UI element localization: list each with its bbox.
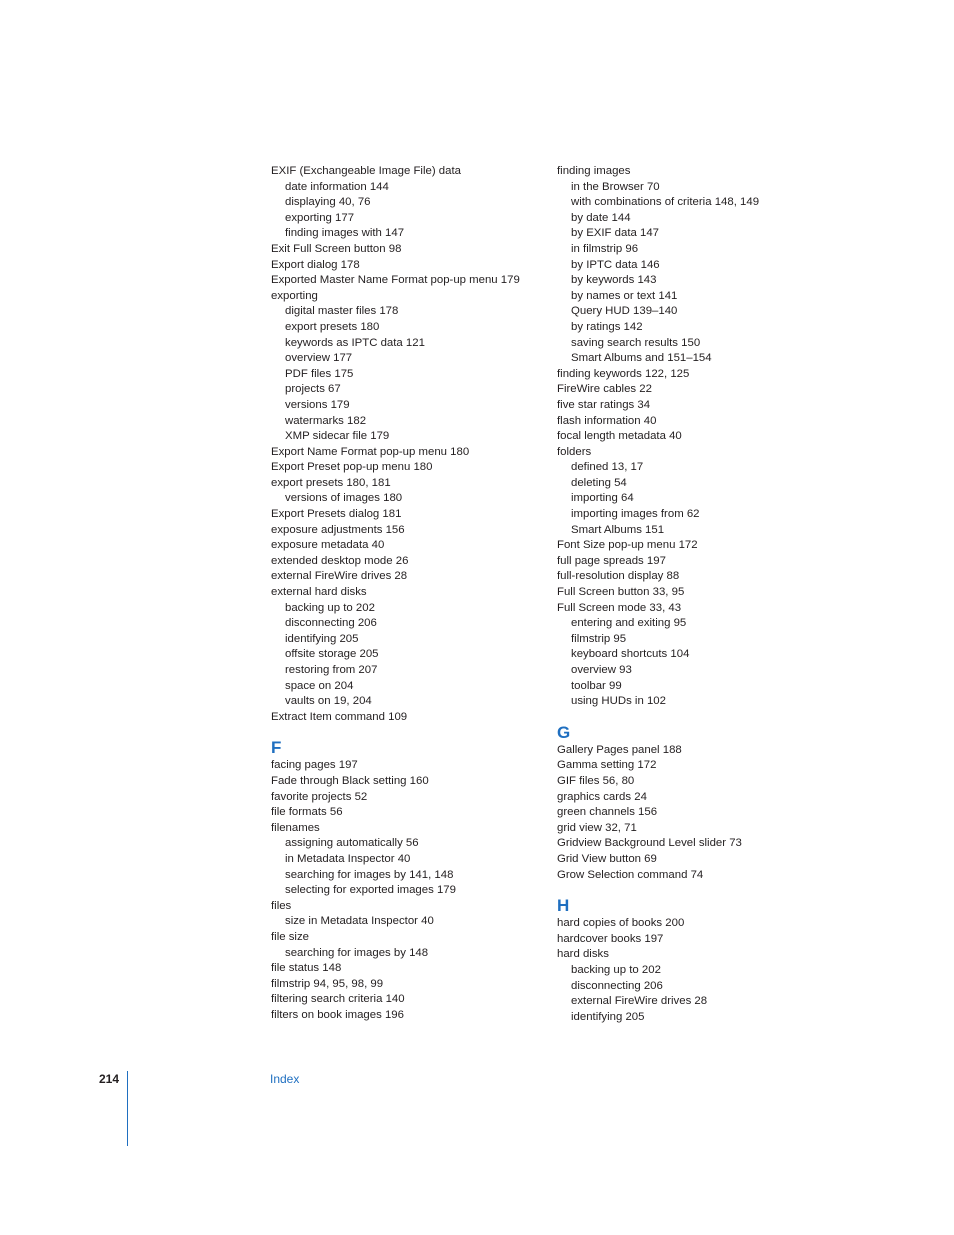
index-subentry: export presets 180 [285, 320, 380, 333]
index-subentry: disconnecting 206 [571, 979, 663, 992]
index-entry: finding images [557, 165, 631, 177]
index-entry: Full Screen mode 33, 43 [557, 601, 682, 614]
index-entry: Export Presets dialog 181 [271, 508, 402, 521]
index-subentry: disconnecting 206 [285, 617, 377, 630]
index-subentry: watermarks 182 [285, 414, 367, 427]
index-entry: hardcover books 197 [557, 932, 664, 945]
index-subentry: backing up to 202 [571, 963, 661, 976]
index-entry: exposure metadata 40 [271, 539, 385, 552]
index-entry: Exit Full Screen button 98 [271, 242, 402, 255]
index-entry: favorite projects 52 [271, 790, 368, 803]
index-entry: focal length metadata 40 [557, 430, 682, 443]
index-entry: Extract Item command 109 [271, 710, 408, 723]
index-entry: Gamma setting 172 [557, 759, 657, 772]
index-entry: grid view 32, 71 [557, 821, 637, 834]
index-entry: Full Screen button 33, 95 [557, 586, 685, 599]
index-subentry: size in Metadata Inspector 40 [285, 915, 434, 928]
index-entry: file status 148 [271, 962, 342, 975]
page-number: 214 [99, 1072, 120, 1086]
index-subentry: versions of images 180 [285, 492, 403, 505]
index-subentry: selecting for exported images 179 [285, 884, 456, 897]
index-entry: Export dialog 178 [271, 258, 360, 271]
index-entry: facing pages 197 [271, 759, 358, 772]
index-entry: filters on book images 196 [271, 1008, 404, 1021]
index-subentry: restoring from 207 [285, 664, 378, 676]
index-subentry: XMP sidecar file 179 [285, 430, 390, 443]
index-entry: exposure adjustments 156 [271, 523, 405, 536]
index-entry: Export Preset pop-up menu 180 [271, 461, 433, 474]
index-entry: flash information 40 [557, 414, 657, 427]
index-entry: full-resolution display 88 [557, 570, 680, 583]
index-subentry: displaying 40, 76 [285, 196, 371, 209]
index-subentry: with combinations of criteria 148, 149 [571, 196, 760, 209]
index-entry: external hard disks [271, 586, 367, 599]
index-subentry: by EXIF data 147 [571, 227, 660, 240]
index-column-left [271, 164, 543, 1023]
index-subentry: by date 144 [571, 211, 631, 224]
index-subentry: searching for images by 141, 148 [285, 868, 454, 881]
section-title: Index [270, 1072, 300, 1086]
index-entry: Font Size pop-up menu 172 [557, 539, 698, 552]
index-entry: green channels 156 [557, 806, 658, 819]
index-subentry: keyboard shortcuts 104 [571, 648, 690, 661]
index-subentry: vaults on 19, 204 [285, 695, 372, 708]
index-entry: Exported Master Name Format pop-up menu 179 [271, 274, 520, 287]
index-subentry: importing 64 [571, 492, 634, 505]
index-subentry: external FireWire drives 28 [571, 995, 708, 1008]
index-entry: Grid View button 69 [557, 852, 657, 865]
index-subentry: exporting 177 [285, 211, 355, 224]
index-subentry: toolbar 99 [571, 679, 622, 692]
index-subentry: offsite storage 205 [285, 648, 379, 661]
index-subentry: by IPTC data 146 [571, 258, 660, 271]
index-subentry: in filmstrip 96 [571, 242, 639, 255]
index-letter-heading: H [557, 896, 570, 916]
index-entry: export presets 180, 181 [271, 476, 391, 489]
index-subentry: identifying 205 [285, 632, 359, 645]
index-entry: file formats 56 [271, 806, 343, 819]
index-entry: filmstrip 94, 95, 98, 99 [271, 977, 384, 990]
index-entry: exporting [271, 289, 318, 302]
index-subentry: backing up to 202 [285, 601, 375, 614]
index-letter-heading: F [271, 738, 282, 758]
index-subentry: assigning automatically 56 [285, 837, 419, 850]
index-subentry: finding images with 147 [285, 227, 405, 240]
index-entry: filenames [271, 821, 320, 834]
index-subentry: in the Browser 70 [571, 180, 660, 193]
index-entry: folders [557, 445, 592, 458]
index-entry: Fade through Black setting 160 [271, 774, 429, 787]
index-entry: filtering search criteria 140 [271, 993, 405, 1006]
index-entry: finding keywords 122, 125 [557, 367, 690, 380]
index-entry: Gridview Background Level slider 73 [557, 837, 742, 850]
index-subentry: projects 67 [285, 383, 341, 396]
index-subentry: overview 177 [285, 352, 353, 365]
index-subentry: by keywords 143 [571, 274, 657, 287]
index-entry: files [271, 899, 292, 912]
index-letter-heading: G [557, 722, 571, 742]
index-entry: extended desktop mode 26 [271, 554, 409, 567]
index-subentry: Query HUD 139–140 [571, 305, 678, 318]
index-subentry: defined 13, 17 [571, 461, 644, 474]
index-entry: external FireWire drives 28 [271, 570, 408, 583]
index-subentry: importing images from 62 [571, 508, 700, 521]
index-subentry: keywords as IPTC data 121 [285, 336, 425, 349]
index-subentry: deleting 54 [571, 476, 627, 489]
index-subentry: by ratings 142 [571, 320, 643, 333]
index-subentry: PDF files 175 [285, 367, 354, 380]
index-subentry: using HUDs in 102 [571, 695, 666, 708]
index-entry: hard disks [557, 948, 609, 961]
index-entry: FireWire cables 22 [557, 383, 652, 396]
index-subentry: versions 179 [285, 398, 350, 411]
index-subentry: entering and exiting 95 [571, 617, 687, 630]
index-subentry: overview 93 [571, 664, 632, 676]
index-subentry: Smart Albums 151 [571, 523, 665, 536]
index-column-right [557, 164, 817, 1025]
index-entry: five star ratings 34 [557, 398, 651, 411]
index-entry: Grow Selection command 74 [557, 868, 704, 881]
index-entry: graphics cards 24 [557, 790, 647, 803]
index-subentry: digital master files 178 [285, 305, 399, 318]
index-entry: EXIF (Exchangeable Image File) data [271, 165, 461, 177]
index-entry: Gallery Pages panel 188 [557, 743, 682, 756]
index-subentry: space on 204 [285, 679, 354, 692]
index-subentry: Smart Albums and 151–154 [571, 352, 712, 365]
index-subentry: by names or text 141 [571, 289, 678, 302]
index-subentry: searching for images by 148 [285, 946, 429, 959]
index-entry: full page spreads 197 [557, 554, 666, 567]
index-entry: GIF files 56, 80 [557, 774, 635, 787]
index-subentry: filmstrip 95 [571, 632, 627, 645]
index-entry: Export Name Format pop-up menu 180 [271, 445, 470, 458]
index-entry: file size [271, 930, 309, 943]
index-subentry: identifying 205 [571, 1010, 645, 1023]
index-subentry: date information 144 [285, 180, 389, 193]
index-subentry: saving search results 150 [571, 336, 701, 349]
footer-divider [127, 1071, 128, 1146]
index-entry: hard copies of books 200 [557, 917, 685, 930]
index-subentry: in Metadata Inspector 40 [285, 852, 411, 865]
